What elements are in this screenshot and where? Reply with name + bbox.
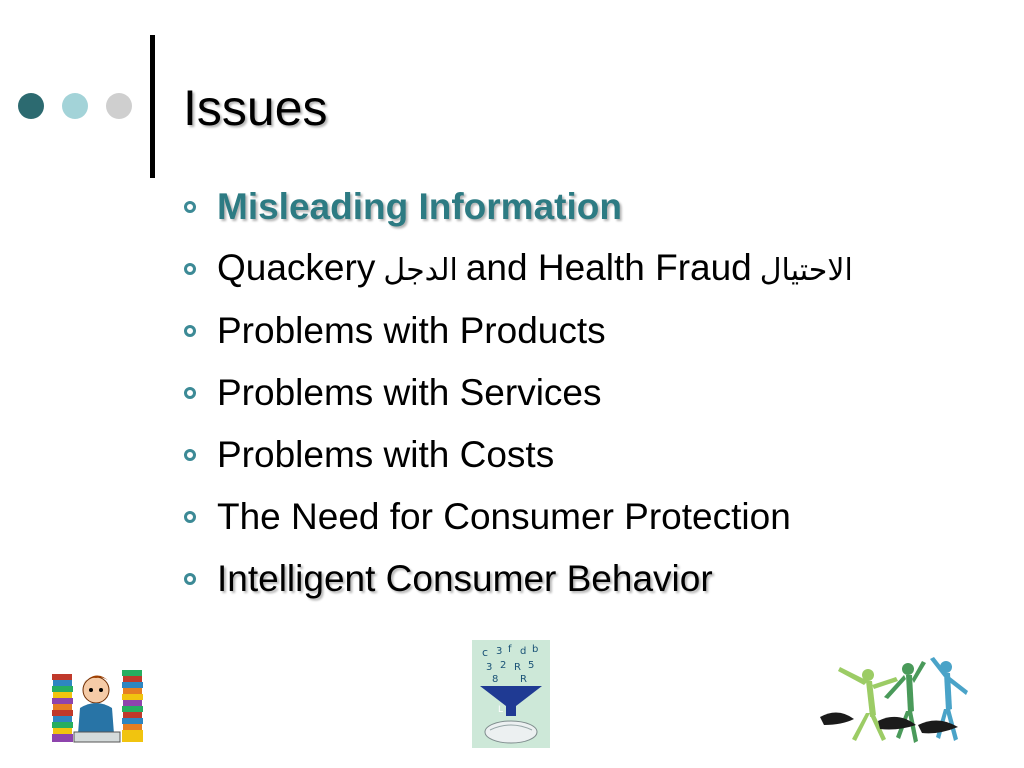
funnel-letters-icon: [472, 640, 550, 748]
arabic-term: الاحتيال: [759, 252, 853, 288]
svg-text:8: 8: [492, 674, 499, 685]
bullet-item: [184, 424, 861, 486]
dot-light-teal: [62, 93, 88, 119]
bullet-text-part: Quackery: [217, 246, 376, 288]
svg-text:3: 3: [486, 662, 493, 673]
bullet-text: Intelligent Consumer Behavior: [217, 558, 713, 599]
title-divider: [150, 35, 155, 178]
slide-title: Issues: [183, 80, 328, 136]
bullet-item: [184, 548, 861, 610]
svg-text:L: L: [498, 705, 504, 715]
dancing-figures-icon: [818, 655, 978, 745]
dot-dark: [18, 93, 44, 119]
bullet-marker-icon: [184, 511, 196, 523]
bullet-text: Problems with Services: [217, 372, 602, 413]
bullet-marker-icon: [184, 263, 196, 275]
bullet-item: [184, 176, 861, 238]
student-books-icon: [50, 664, 146, 744]
bullet-marker-icon: [184, 387, 196, 399]
svg-text:3: 3: [496, 646, 503, 657]
bullet-text: Problems with Costs: [217, 434, 555, 475]
svg-text:d: d: [520, 646, 527, 657]
bullet-item: [184, 486, 861, 548]
bullet-text-part: and Health Fraud: [465, 246, 752, 288]
bullet-item: [184, 300, 861, 362]
bullet-marker-icon: [184, 573, 196, 585]
decorative-dots: [18, 93, 138, 121]
bullet-text: The Need for Consumer Protection: [217, 496, 791, 537]
svg-text:5: 5: [528, 660, 535, 671]
arabic-term: الدجل: [383, 252, 458, 288]
bullet-marker-icon: [184, 449, 196, 461]
bullet-item: [184, 362, 861, 424]
bullet-text: [217, 246, 861, 293]
svg-text:R: R: [514, 662, 521, 673]
dot-gray: [106, 93, 132, 119]
bullet-text: Problems with Products: [217, 310, 606, 351]
bullet-item: [184, 238, 861, 300]
bullet-marker-icon: [184, 201, 196, 213]
svg-text:b: b: [532, 644, 539, 655]
svg-text:2: 2: [500, 660, 507, 671]
svg-text:R: R: [520, 674, 527, 685]
bullet-list: [184, 176, 861, 610]
bullet-marker-icon: [184, 325, 196, 337]
svg-text:c: c: [482, 646, 489, 659]
svg-text:f: f: [508, 644, 512, 655]
bullet-text: Misleading Information: [217, 186, 622, 227]
